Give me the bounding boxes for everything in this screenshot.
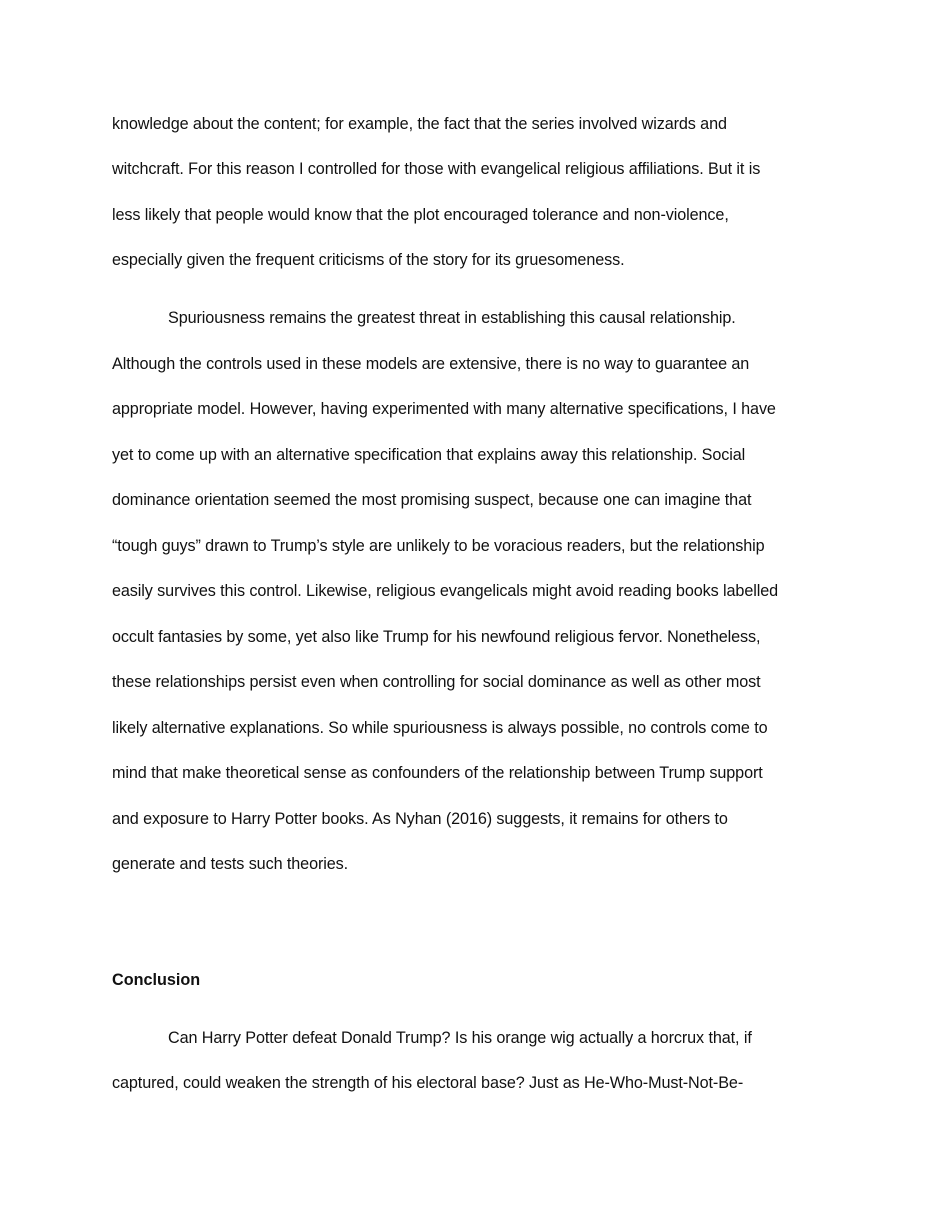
paragraph-2-line-4: yet to come up with an alternative specification that explains away this relationship. Social xyxy=(112,446,746,464)
paragraph-1-line-2: witchcraft. For this reason I controlled for those with evangelical religious affiliations. But it is xyxy=(112,160,761,178)
paragraph-2-line-12: and exposure to Harry Potter books. As Nyhan (2016) suggests, it remains for others to xyxy=(112,810,728,828)
conclusion-line-2: captured, could weaken the strength of his electoral base? Just as He-Who-Must-Not-Be- xyxy=(112,1074,744,1092)
paragraph-2-line-3: appropriate model. However, having experimented with many alternative specifications, I have xyxy=(112,400,776,418)
paragraph-2-line-7: easily survives this control. Likewise, religious evangelicals might avoid reading books labelled xyxy=(112,582,779,600)
paragraph-2-line-8: occult fantasies by some, yet also like Trump for his newfound religious fervor. Nonetheless, xyxy=(112,628,761,646)
paragraph-2-line-6: “tough guys” drawn to Trump’s style are unlikely to be voracious readers, but the relationship xyxy=(112,537,765,555)
paragraph-2-line-9: these relationships persist even when controlling for social dominance as well as other most xyxy=(112,673,761,691)
section-heading-conclusion: Conclusion xyxy=(112,971,201,989)
paragraph-1-line-4: especially given the frequent criticisms of the story for its gruesomeness. xyxy=(112,251,625,269)
paragraph-2-line-2: Although the controls used in these models are extensive, there is no way to guarantee an xyxy=(112,355,750,373)
paragraph-1-line-1: knowledge about the content; for example, the fact that the series involved wizards and xyxy=(112,115,727,133)
paragraph-2-line-5: dominance orientation seemed the most promising suspect, because one can imagine that xyxy=(112,491,752,509)
conclusion-line-1: Can Harry Potter defeat Donald Trump? Is his orange wig actually a horcrux that, if xyxy=(168,1029,752,1047)
paragraph-2-line-1: Spuriousness remains the greatest threat in establishing this causal relationship. xyxy=(168,309,736,327)
paragraph-2-line-13: generate and tests such theories. xyxy=(112,855,349,873)
paragraph-2-line-10: likely alternative explanations. So while spuriousness is always possible, no controls come to xyxy=(112,719,768,737)
paragraph-1-line-3: less likely that people would know that the plot encouraged tolerance and non-violence, xyxy=(112,206,729,224)
paragraph-2-line-11: mind that make theoretical sense as confounders of the relationship between Trump support xyxy=(112,764,763,782)
